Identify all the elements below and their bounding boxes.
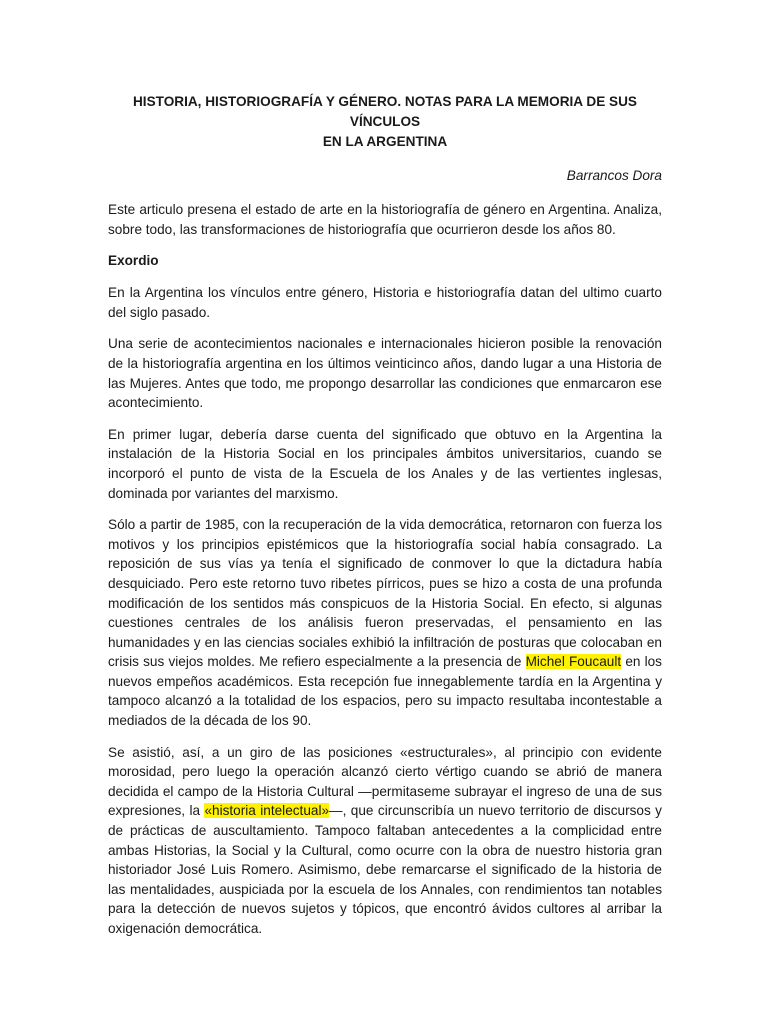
paragraph-2: Una serie de acontecimientos nacionales e internacionales hicieron posible la renovación de la historiografía argentina en los últimos veinticinco años, dando lugar a una Historia de las Mujeres. Antes que todo, me propongo desarrollar las condiciones que enmarcaron ese acontecimiento. (108, 336, 662, 411)
highlighted-text-historia-intelectual: «historia intelectual» (204, 803, 330, 819)
paragraph-3: En primer lugar, debería darse cuenta del significado que obtuvo en la Argentina la instalación de la Historia Social en los principales ámbitos universitarios, cuando se incorporó el punto de vista de la Escuela de los Anales y de las vertientes inglesas, dominada por variantes del marxismo. (108, 426, 662, 501)
paragraph-1: En la Argentina los vínculos entre género, Historia e historiografía datan del ultimo cuarto del siglo pasado. (108, 285, 662, 320)
paragraph-4 (108, 515, 662, 731)
paragraph-4-text-start: Sólo a partir de 1985, con la recuperación de la vida democrática, retornaron con fuerza los motivos y los principios epistémicos que la historiografía social había consagrado. La reposición de sus vías ya tenía el significado de conmover lo que la dictadura había desquiciado. Pero este retorno tuvo ribetes pírricos, pues se hizo a costa de una profunda modificación de los sentidos más conspicuos de la Historia Social. En efecto, si algunas cuestiones centrales de los análisis fueron preservadas, el pensamiento en las humanidades y en las ciencias sociales exhibió la infiltración de posturas que colocaban en crisis sus viejos moldes. Me refiero especialmente a la presencia de (108, 517, 662, 670)
abstract-paragraph: Este articulo presena el estado de arte en la historiografía de género en Argentina. Analiza, sobre todo, las transformaciones de historiografía que ocurrieron desde los años 80. (108, 202, 662, 237)
paragraph-5-text-end: —, que circunscribía un nuevo territorio de discursos y de prácticas de auscultamiento. Tampoco faltaban antecedentes a la complicidad entre ambas Historias, la Social y la Cultural, como ocurre con la obra de nuestro historia gran historiador José Luis Romero. Asimismo, debe remarcarse el significado de la historia de las mentalidades, auspiciada por la escuela de los Annales, con rendimientos tan notables para la detección de nuevos sujetos y tópicos, que encontró ávidos cultores al arribar la oxigenación democrática. (108, 803, 662, 936)
title-line-2: EN LA ARGENTINA (322, 134, 448, 149)
paragraph-4-text-end: en los nuevos empeños académicos. Esta recepción fue innegablemente tardía en la Argentina y tampoco alcanzó a la totalidad de los espacios, pero su impacto resultaba incontestable a mediados de la década de los 90. (108, 654, 662, 729)
section-heading: Exordio (108, 253, 159, 269)
author-name: Barrancos Dora (566, 168, 662, 183)
document-title (108, 92, 662, 152)
title-line-1: HISTORIA, HISTORIOGRAFÍA Y GÉNERO. NOTAS PARA LA MEMORIA DE SUS VÍNCULOS (132, 94, 637, 129)
paragraph-5-text-start: Se asistió, así, a un giro de las posiciones «estructurales», al principio con evidente morosidad, pero luego la operación alcanzó cierto vértigo cuando se abrió de manera decidida el campo de la Historia Cultural —permitaseme subrayar el ingreso de una de sus expresiones, la (108, 744, 662, 819)
paragraph-5 (108, 743, 662, 939)
highlighted-text-michel-foucault: Michel Foucault (525, 654, 622, 670)
